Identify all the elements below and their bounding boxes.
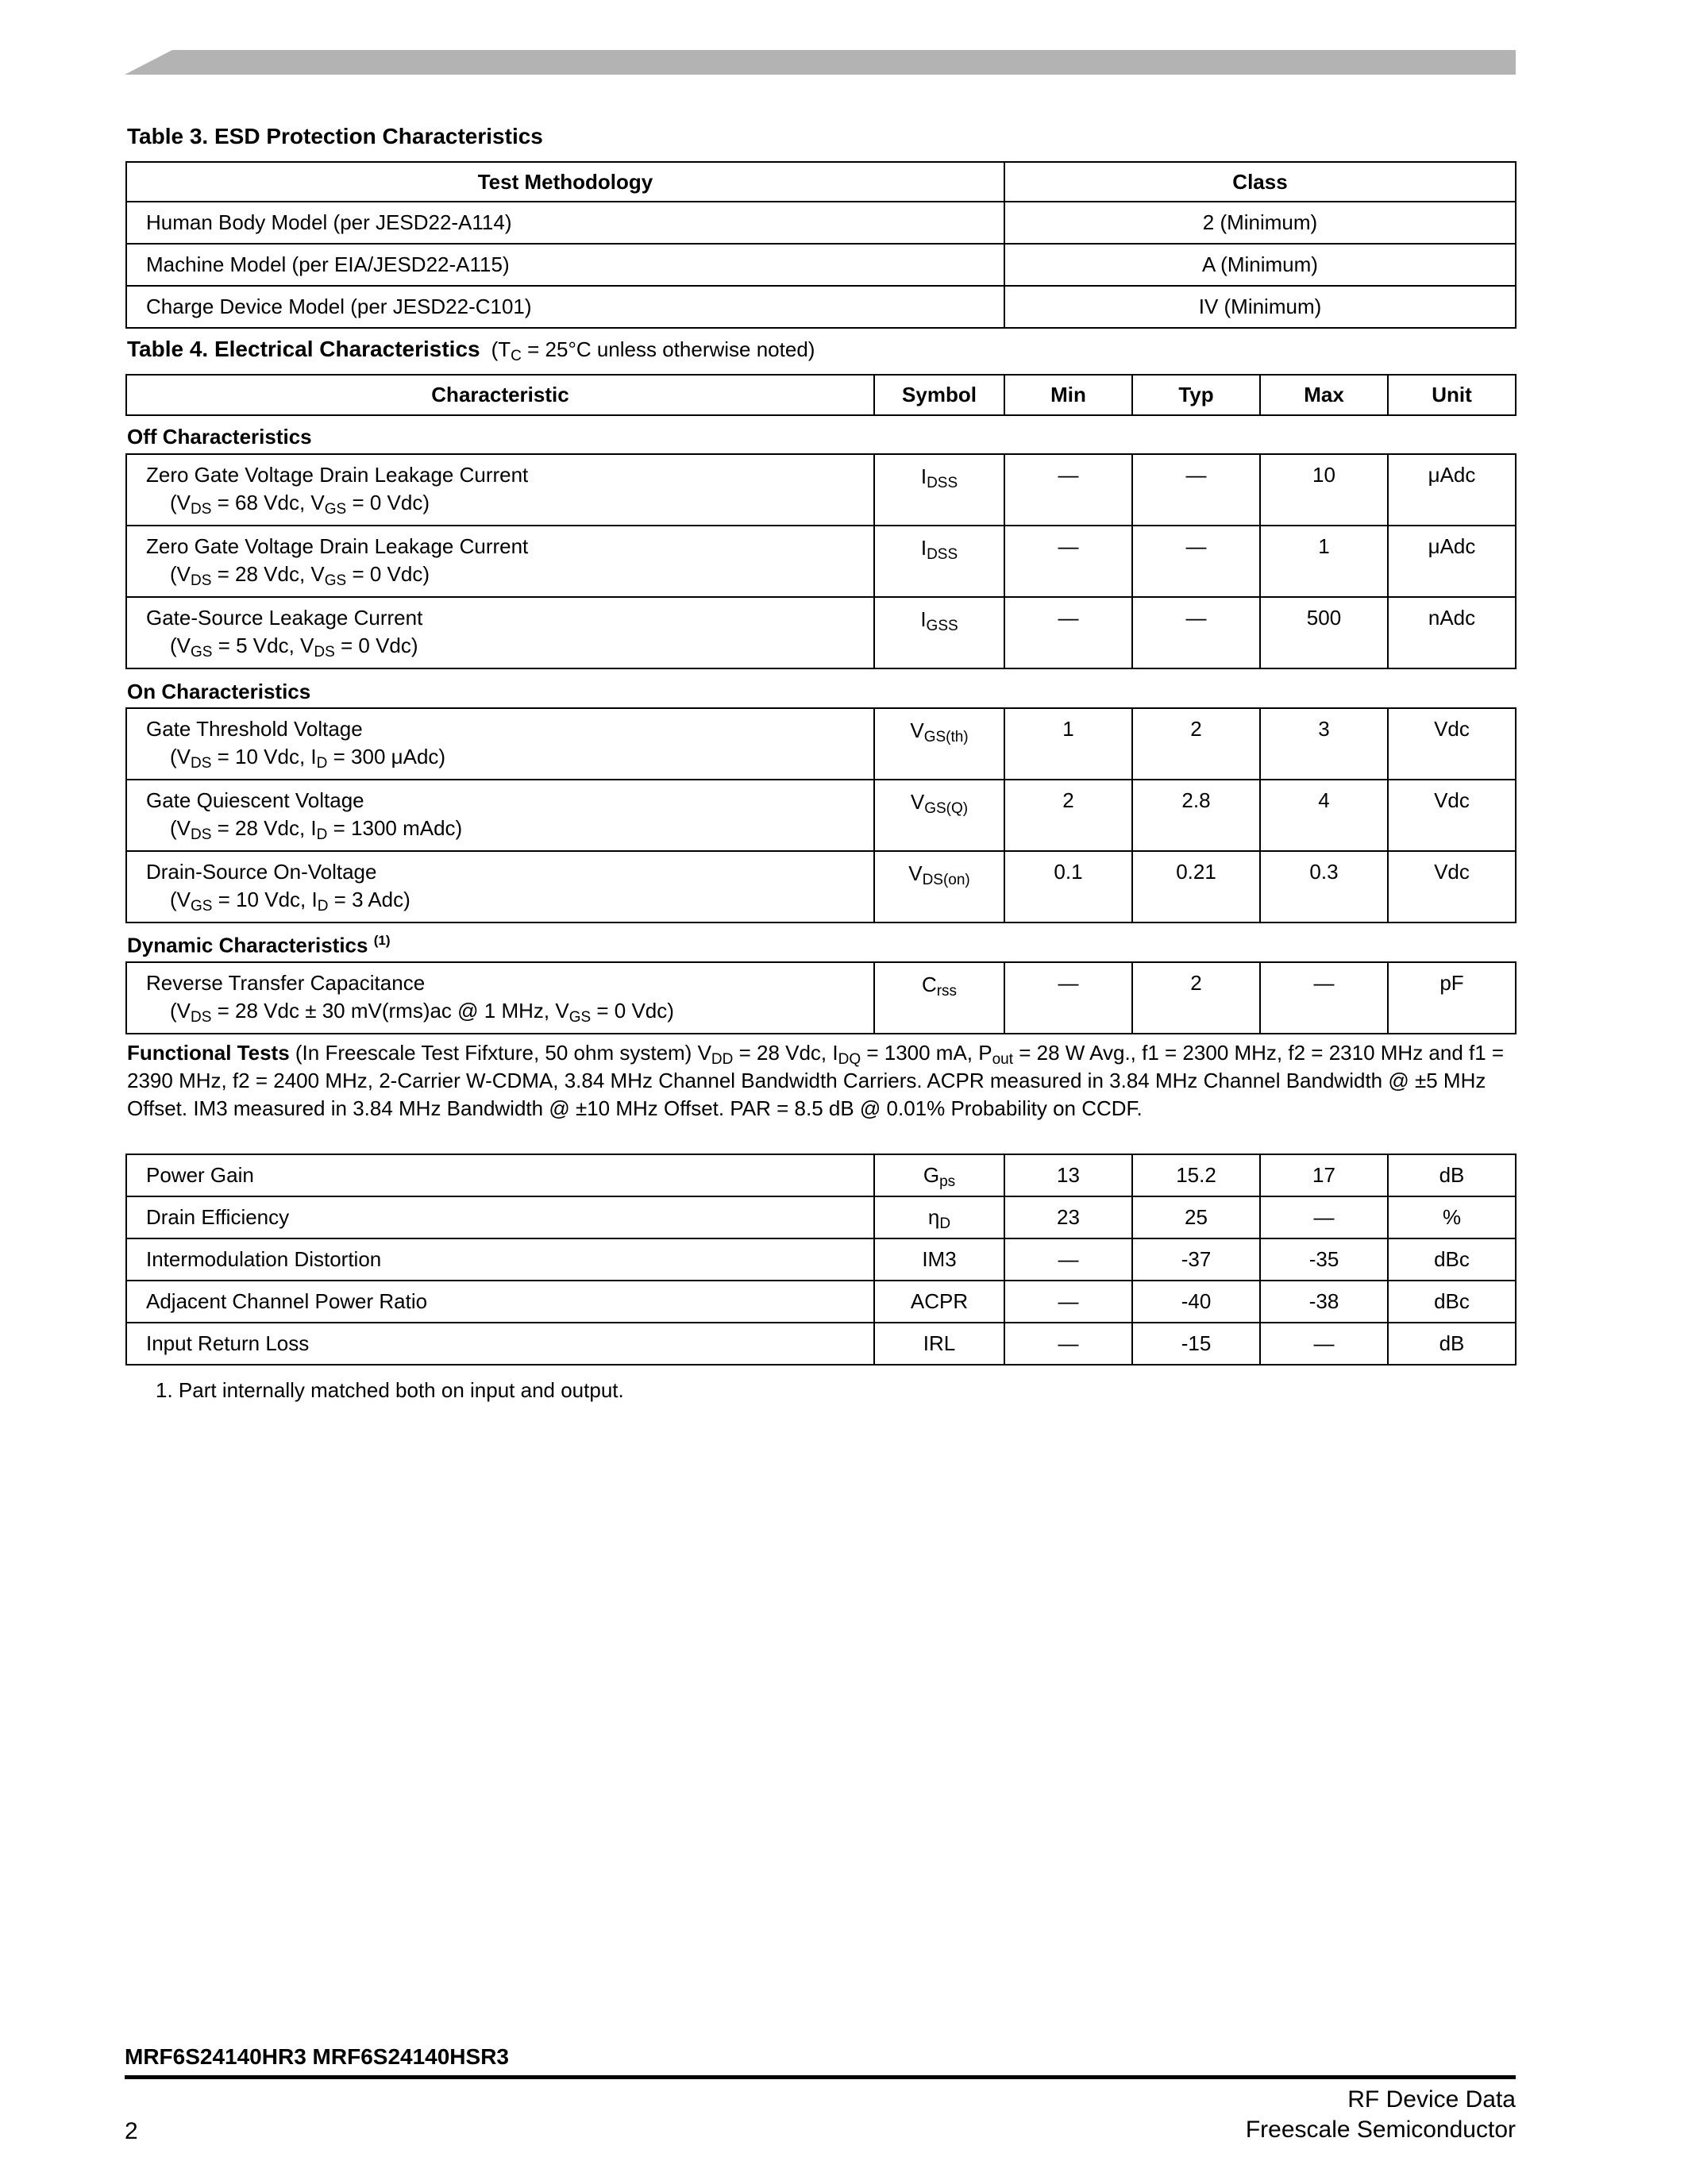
header-min: Min [1004,375,1132,415]
table4-dynamic-characteristics [125,961,1515,1034]
section-dynamic-title: Dynamic Characteristics $^{(1)}$ [127,933,391,957]
typ-cell: 15.2 [1132,1154,1260,1196]
characteristic-name: Intermodulation Distortion [146,1247,382,1271]
table3-header-row [126,162,1516,202]
table-row [126,1281,1516,1323]
symbol-cell: $G_{ps}$ [874,1154,1004,1196]
characteristic-cell [126,708,874,780]
unit-cell: % [1388,1196,1516,1238]
table-row [126,454,1516,526]
characteristic-cell [126,780,874,851]
test-condition: ($V_{GS} = 10$ Vdc, $I_D = 3$ Adc) [170,888,410,915]
min-cell: 23 [1004,1196,1132,1238]
typ-cell: — [1132,454,1260,526]
unit-cell: Vdc [1388,708,1516,780]
symbol-cell: $I_{DSS}$ [874,526,1004,597]
table-row [126,1154,1516,1196]
min-cell: — [1004,454,1132,526]
min-cell: — [1004,526,1132,597]
unit-cell: dB [1388,1154,1516,1196]
document-id: MRF6S24140HR3 MRF6S24140HSR3 [125,2044,509,2069]
table3-method-cell: Human Body Model (per JESD22-A114) [126,202,1004,244]
section-on-title: On Characteristics [127,680,311,703]
unit-cell: dB [1388,1323,1516,1365]
table4-condition-note: ($T_C = 25^\circ C$ unless otherwise noted) [491,337,815,364]
characteristic-cell [126,454,874,526]
table3-class-cell: 2 (Minimum) [1004,202,1516,244]
typ-cell: -15 [1132,1323,1260,1365]
characteristic-cell [126,851,874,923]
table4-title-line [127,337,815,362]
characteristic-name: Drain-Source On-Voltage [146,860,377,884]
max-cell: — [1260,1323,1388,1365]
functional-tests-text: Functional Tests (In Freescale Test Fifxture, 50 ohm system) $V_{DD} = 28$ Vdc, $I_{DQ} = 1300$ mA, $P_{out} = 28$ W Avg., f1 = 2300 MHz, f2 = 2310 MHz and f1 = 2390 MHz, f2 = 2400 MHz, 2-Carrier W-CDMA, 3.84 MHz Channel Bandwidth Carriers. ACPR measured in 3.84 MHz Channel Bandwidth @ ±5 MHz Offset. IM3 measured in 3.84 MHz Bandwidth @ ±10 MHz Offset. PAR = 8.5 dB @ 0.01% Probability on CCDF. [127,1041,1505,1120]
symbol-cell: $I_{GSS}$ [874,597,1004,668]
table-row [126,286,1516,328]
characteristic-cell [126,1323,874,1365]
table-row [126,780,1516,851]
test-condition: ($V_{DS} = 28$ Vdc, $I_D = 1300$ mAdc) [170,816,463,843]
table4-functional-tests [125,1154,1515,1365]
symbol-cell: IRL [874,1323,1004,1365]
characteristic-name: Gate Quiescent Voltage [146,788,364,812]
footer-rule [125,2075,1516,2079]
characteristic-name: Zero Gate Voltage Drain Leakage Current [146,534,529,558]
table-row [126,962,1516,1034]
min-cell: — [1004,1238,1132,1281]
table-row [126,1323,1516,1365]
table3-method-cell: Machine Model (per EIA/JESD22-A115) [126,244,1004,286]
table3-title: Table 3. ESD Protection Characteristics [127,124,543,148]
table4-off-characteristics [125,453,1515,669]
min-cell: — [1004,962,1132,1034]
table4-title: Table 4. Electrical Characteristics [127,337,480,361]
max-cell: 4 [1260,780,1388,851]
table3-class-cell: IV (Minimum) [1004,286,1516,328]
symbol-cell: $V_{DS(on)}$ [874,851,1004,923]
header-max: Max [1260,375,1388,415]
symbol-cell: $\eta_D$ [874,1196,1004,1238]
max-cell: 3 [1260,708,1388,780]
characteristic-cell [126,1238,874,1281]
table-row [126,526,1516,597]
footnote-ref: (1) [373,933,391,948]
footer-company: Freescale Semiconductor [1245,2117,1516,2143]
typ-cell: -40 [1132,1281,1260,1323]
typ-cell: 2.8 [1132,780,1260,851]
unit-cell: nAdc [1388,597,1516,668]
symbol-cell: $V_{GS(th)}$ [874,708,1004,780]
unit-cell: μAdc [1388,526,1516,597]
unit-cell: Vdc [1388,780,1516,851]
table-row [126,202,1516,244]
characteristic-name: Gate Threshold Voltage [146,717,363,741]
max-cell: 10 [1260,454,1388,526]
symbol-cell: $I_{DSS}$ [874,454,1004,526]
unit-cell: dBc [1388,1281,1516,1323]
characteristic-name: Drain Efficiency [146,1205,290,1229]
typ-cell: — [1132,526,1260,597]
symbol-cell: IM3 [874,1238,1004,1281]
test-condition: ($V_{GS} = 5$ Vdc, $V_{DS} = 0$ Vdc) [170,634,418,661]
max-cell: 0.3 [1260,851,1388,923]
unit-cell: dBc [1388,1238,1516,1281]
page-number: 2 [125,2118,138,2144]
table4-header-row [126,375,1516,415]
characteristic-cell [126,1154,874,1196]
min-cell: — [1004,1323,1132,1365]
test-condition: ($V_{DS} = 28$ Vdc, $V_{GS} = 0$ Vdc) [170,562,430,589]
max-cell: 1 [1260,526,1388,597]
max-cell: — [1260,962,1388,1034]
typ-cell: -37 [1132,1238,1260,1281]
header-unit: Unit [1388,375,1516,415]
unit-cell: μAdc [1388,454,1516,526]
characteristic-name: Input Return Loss [146,1331,310,1355]
table-row [126,708,1516,780]
footnote-1: 1. Part internally matched both on input and output. [156,1378,624,1402]
footer-section: RF Device Data [1347,2086,1516,2113]
min-cell: 2 [1004,780,1132,851]
characteristic-cell [126,962,874,1034]
unit-cell: pF [1388,962,1516,1034]
table-row [126,1196,1516,1238]
characteristic-cell [126,1196,874,1238]
max-cell: 500 [1260,597,1388,668]
table3-header-method: Test Methodology [126,162,1004,202]
symbol-cell: $C_{rss}$ [874,962,1004,1034]
test-condition: ($V_{DS} = 68$ Vdc, $V_{GS} = 0$ Vdc) [170,491,430,518]
typ-cell: 2 [1132,962,1260,1034]
table3-method-cell: Charge Device Model (per JESD22-C101) [126,286,1004,328]
characteristic-name: Power Gain [146,1163,254,1187]
header-typ: Typ [1132,375,1260,415]
max-cell: 17 [1260,1154,1388,1196]
characteristic-cell [126,1281,874,1323]
min-cell: 1 [1004,708,1132,780]
header-characteristic: Characteristic [126,375,874,415]
min-cell: 13 [1004,1154,1132,1196]
table-row [126,244,1516,286]
characteristic-name: Zero Gate Voltage Drain Leakage Current [146,463,529,487]
symbol-cell: $V_{GS(Q)}$ [874,780,1004,851]
table3-esd [125,161,1515,329]
header-banner [125,50,1516,75]
test-condition: ($V_{DS} = 28$ Vdc ± 30 mV(rms)ac @ 1 MHz, $V_{GS} = 0$ Vdc) [170,999,674,1026]
typ-cell: — [1132,597,1260,668]
table-row [126,1238,1516,1281]
table-row [126,597,1516,668]
table3-header-class: Class [1004,162,1516,202]
max-cell: — [1260,1196,1388,1238]
max-cell: -38 [1260,1281,1388,1323]
characteristic-cell [126,597,874,668]
banner-shape [125,50,1516,75]
min-cell: — [1004,1281,1132,1323]
typ-cell: 0.21 [1132,851,1260,923]
table3-class-cell: A (Minimum) [1004,244,1516,286]
min-cell: — [1004,597,1132,668]
max-cell: -35 [1260,1238,1388,1281]
characteristic-name: Gate-Source Leakage Current [146,606,423,630]
unit-cell: Vdc [1388,851,1516,923]
characteristic-cell [126,526,874,597]
test-condition: ($V_{DS} = 10$ Vdc, $I_D = 300$ μAdc) [170,745,446,772]
characteristic-name: Reverse Transfer Capacitance [146,971,426,995]
typ-cell: 25 [1132,1196,1260,1238]
table4-header [125,374,1515,416]
min-cell: 0.1 [1004,851,1132,923]
table-row [126,851,1516,923]
characteristic-name: Adjacent Channel Power Ratio [146,1289,428,1313]
section-off-title: Off Characteristics [127,425,312,449]
table4-on-characteristics [125,707,1515,923]
header-symbol: Symbol [874,375,1004,415]
typ-cell: 2 [1132,708,1260,780]
symbol-cell: ACPR [874,1281,1004,1323]
